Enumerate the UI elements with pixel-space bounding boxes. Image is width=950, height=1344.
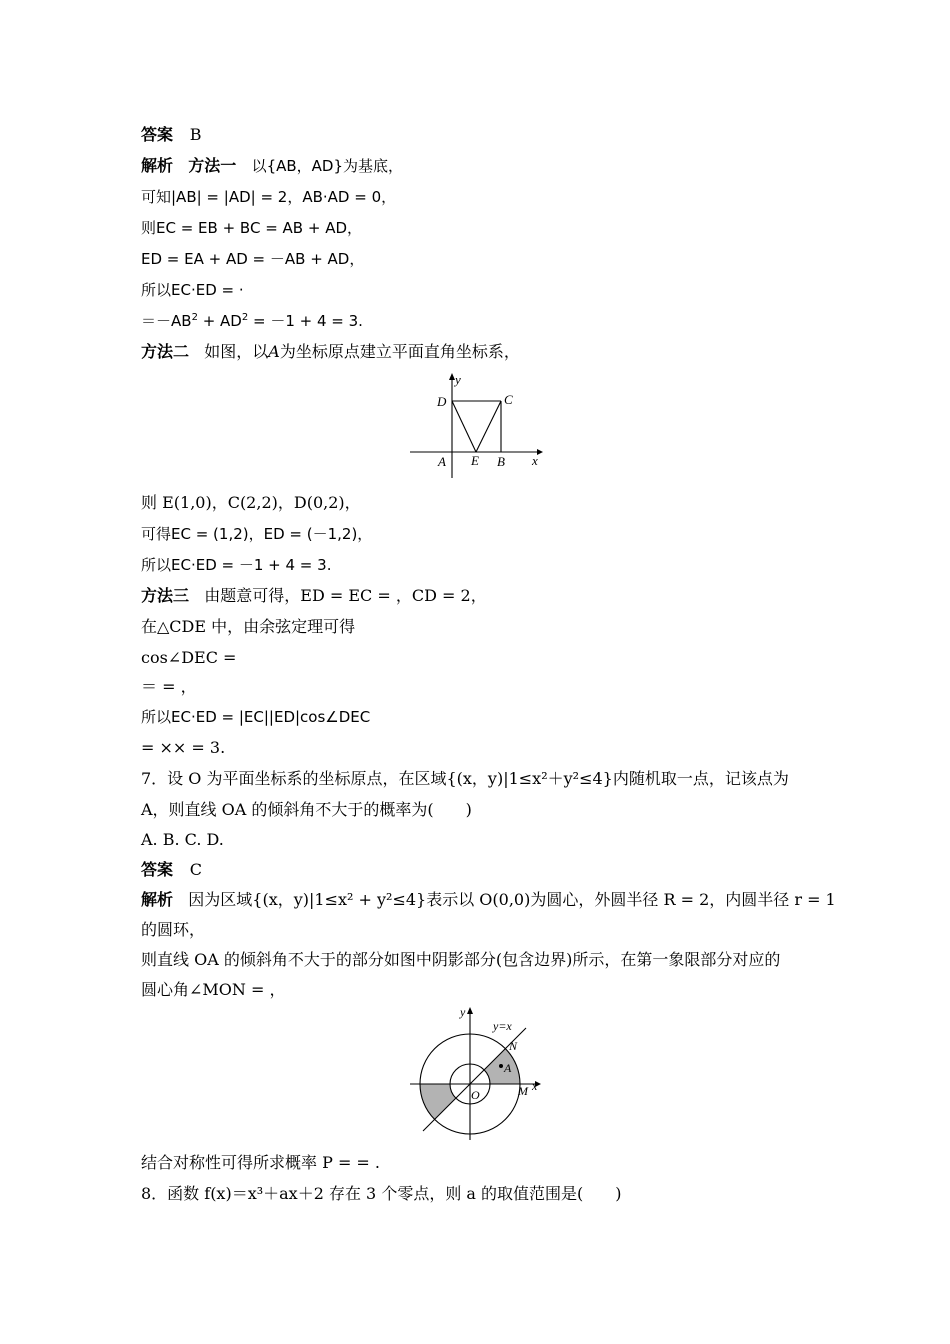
label-y: y [455, 372, 461, 387]
shaded-sector-first-quadrant [470, 1049, 520, 1084]
square-exponent: 2 [191, 312, 198, 323]
line-5: ED = EA + AD = －AB + AD， [141, 250, 365, 268]
answer-7 [141, 860, 202, 880]
segment-CE [476, 401, 501, 452]
answer-value: B [189, 125, 202, 144]
line-17: = ×× = 3. [141, 738, 226, 757]
analysis-7-line-2: 的圆环， [141, 920, 206, 939]
analysis-label: 解析 [141, 156, 174, 175]
line-7-part-b: + AD [197, 312, 242, 330]
method1-text: 以{AB，AD}为基底， [251, 157, 404, 175]
y-axis-arrow [467, 1007, 473, 1014]
analysis-7-text-1: 因为区域{(x，y)|1≤x² + y²≤4}表示以 O(0,0)为圆心，外圆半径 R = 2，内圆半径 r = 1 [188, 890, 836, 909]
square-exponent: 2 [241, 312, 249, 323]
answer-label: 答案 [141, 860, 174, 879]
analysis-7-line-5: 结合对称性可得所求概率 P = = . [141, 1153, 381, 1172]
question-7-options: A. B. C. D. [141, 830, 224, 849]
label-M: M [518, 1084, 528, 1098]
label-A: A [438, 454, 446, 469]
line-3: 可知|AB| = |AD| = 2，AB·AD = 0， [141, 188, 397, 206]
method3-line [141, 586, 487, 606]
line-9: 则 E(1,0)，C(2,2)，D(0,2)， [141, 493, 361, 512]
label-D: D [437, 394, 447, 409]
method3-text: 由题意可得，ED = EC = ，CD = 2， [204, 586, 487, 605]
label-N: N [509, 1039, 518, 1053]
x-axis-arrow [537, 449, 543, 455]
line-10: 可得EC = (1,2)，ED = (－1,2)， [141, 525, 373, 543]
method2-text-a: 如图，以 [204, 342, 269, 361]
point-A [499, 1064, 503, 1068]
figure-annulus [405, 1002, 555, 1142]
method2-point-A: A [268, 342, 280, 361]
answer-6 [141, 125, 202, 145]
line-14: cos∠DEC = [141, 648, 237, 667]
label-B: B [497, 454, 505, 469]
question-7-line-1: 7．设 O 为平面坐标系的坐标原点，在区域{(x，y)|1≤x²＋y²≤4}内随机取一点，记该点为 [141, 769, 789, 788]
method3-label: 方法三 [141, 586, 190, 605]
line-6: 所以EC·ED = · [141, 281, 244, 299]
answer-value: C [189, 860, 202, 879]
method2-line [141, 342, 520, 362]
label-line: y=x [493, 1019, 512, 1033]
label-x: x [532, 1079, 538, 1093]
line-13: 在△CDE 中，由余弦定理可得 [141, 617, 356, 636]
line-7 [141, 311, 363, 331]
label-x: x [532, 453, 538, 468]
label-A: A [504, 1061, 512, 1075]
label-C: C [504, 392, 513, 407]
method2-label: 方法二 [141, 342, 190, 361]
method2-text-b: 为坐标原点建立平面直角坐标系， [279, 342, 520, 361]
analysis-method1 [141, 156, 403, 176]
question-8: 8．函数 f(x)＝x³＋ax＋2 存在 3 个零点，则 a 的取值范围是( ) [141, 1184, 622, 1203]
label-O: O [471, 1088, 480, 1102]
line-11: 所以EC·ED = －1 + 4 = 3. [141, 556, 332, 574]
line-7-part-a: ＝－AB [141, 312, 192, 330]
question-7-line-2: A，则直线 OA 的倾斜角不大于的概率为( ) [141, 800, 472, 819]
segment-DE [452, 401, 476, 452]
label-E: E [471, 453, 479, 468]
analysis-label: 解析 [141, 890, 174, 909]
line-16: 所以EC·ED = |EC||ED|cos∠DEC [141, 708, 371, 726]
analysis-7-line-1 [141, 890, 836, 910]
line-4: 则EC = EB + BC = AB + AD， [141, 219, 363, 237]
analysis-7-line-4: 圆心角∠MON = ， [141, 980, 286, 999]
answer-label: 答案 [141, 125, 174, 144]
line-7-part-c: = －1 + 4 = 3. [248, 312, 363, 330]
label-y: y [460, 1005, 466, 1019]
analysis-7-line-3: 则直线 OA 的倾斜角不大于的部分如图中阴影部分(包含边界)所示，在第一象限部分对应的 [141, 950, 781, 969]
figure-coordinate-square [405, 368, 550, 483]
line-15: ＝ = ， [141, 677, 197, 696]
method1-label: 方法一 [188, 156, 237, 175]
